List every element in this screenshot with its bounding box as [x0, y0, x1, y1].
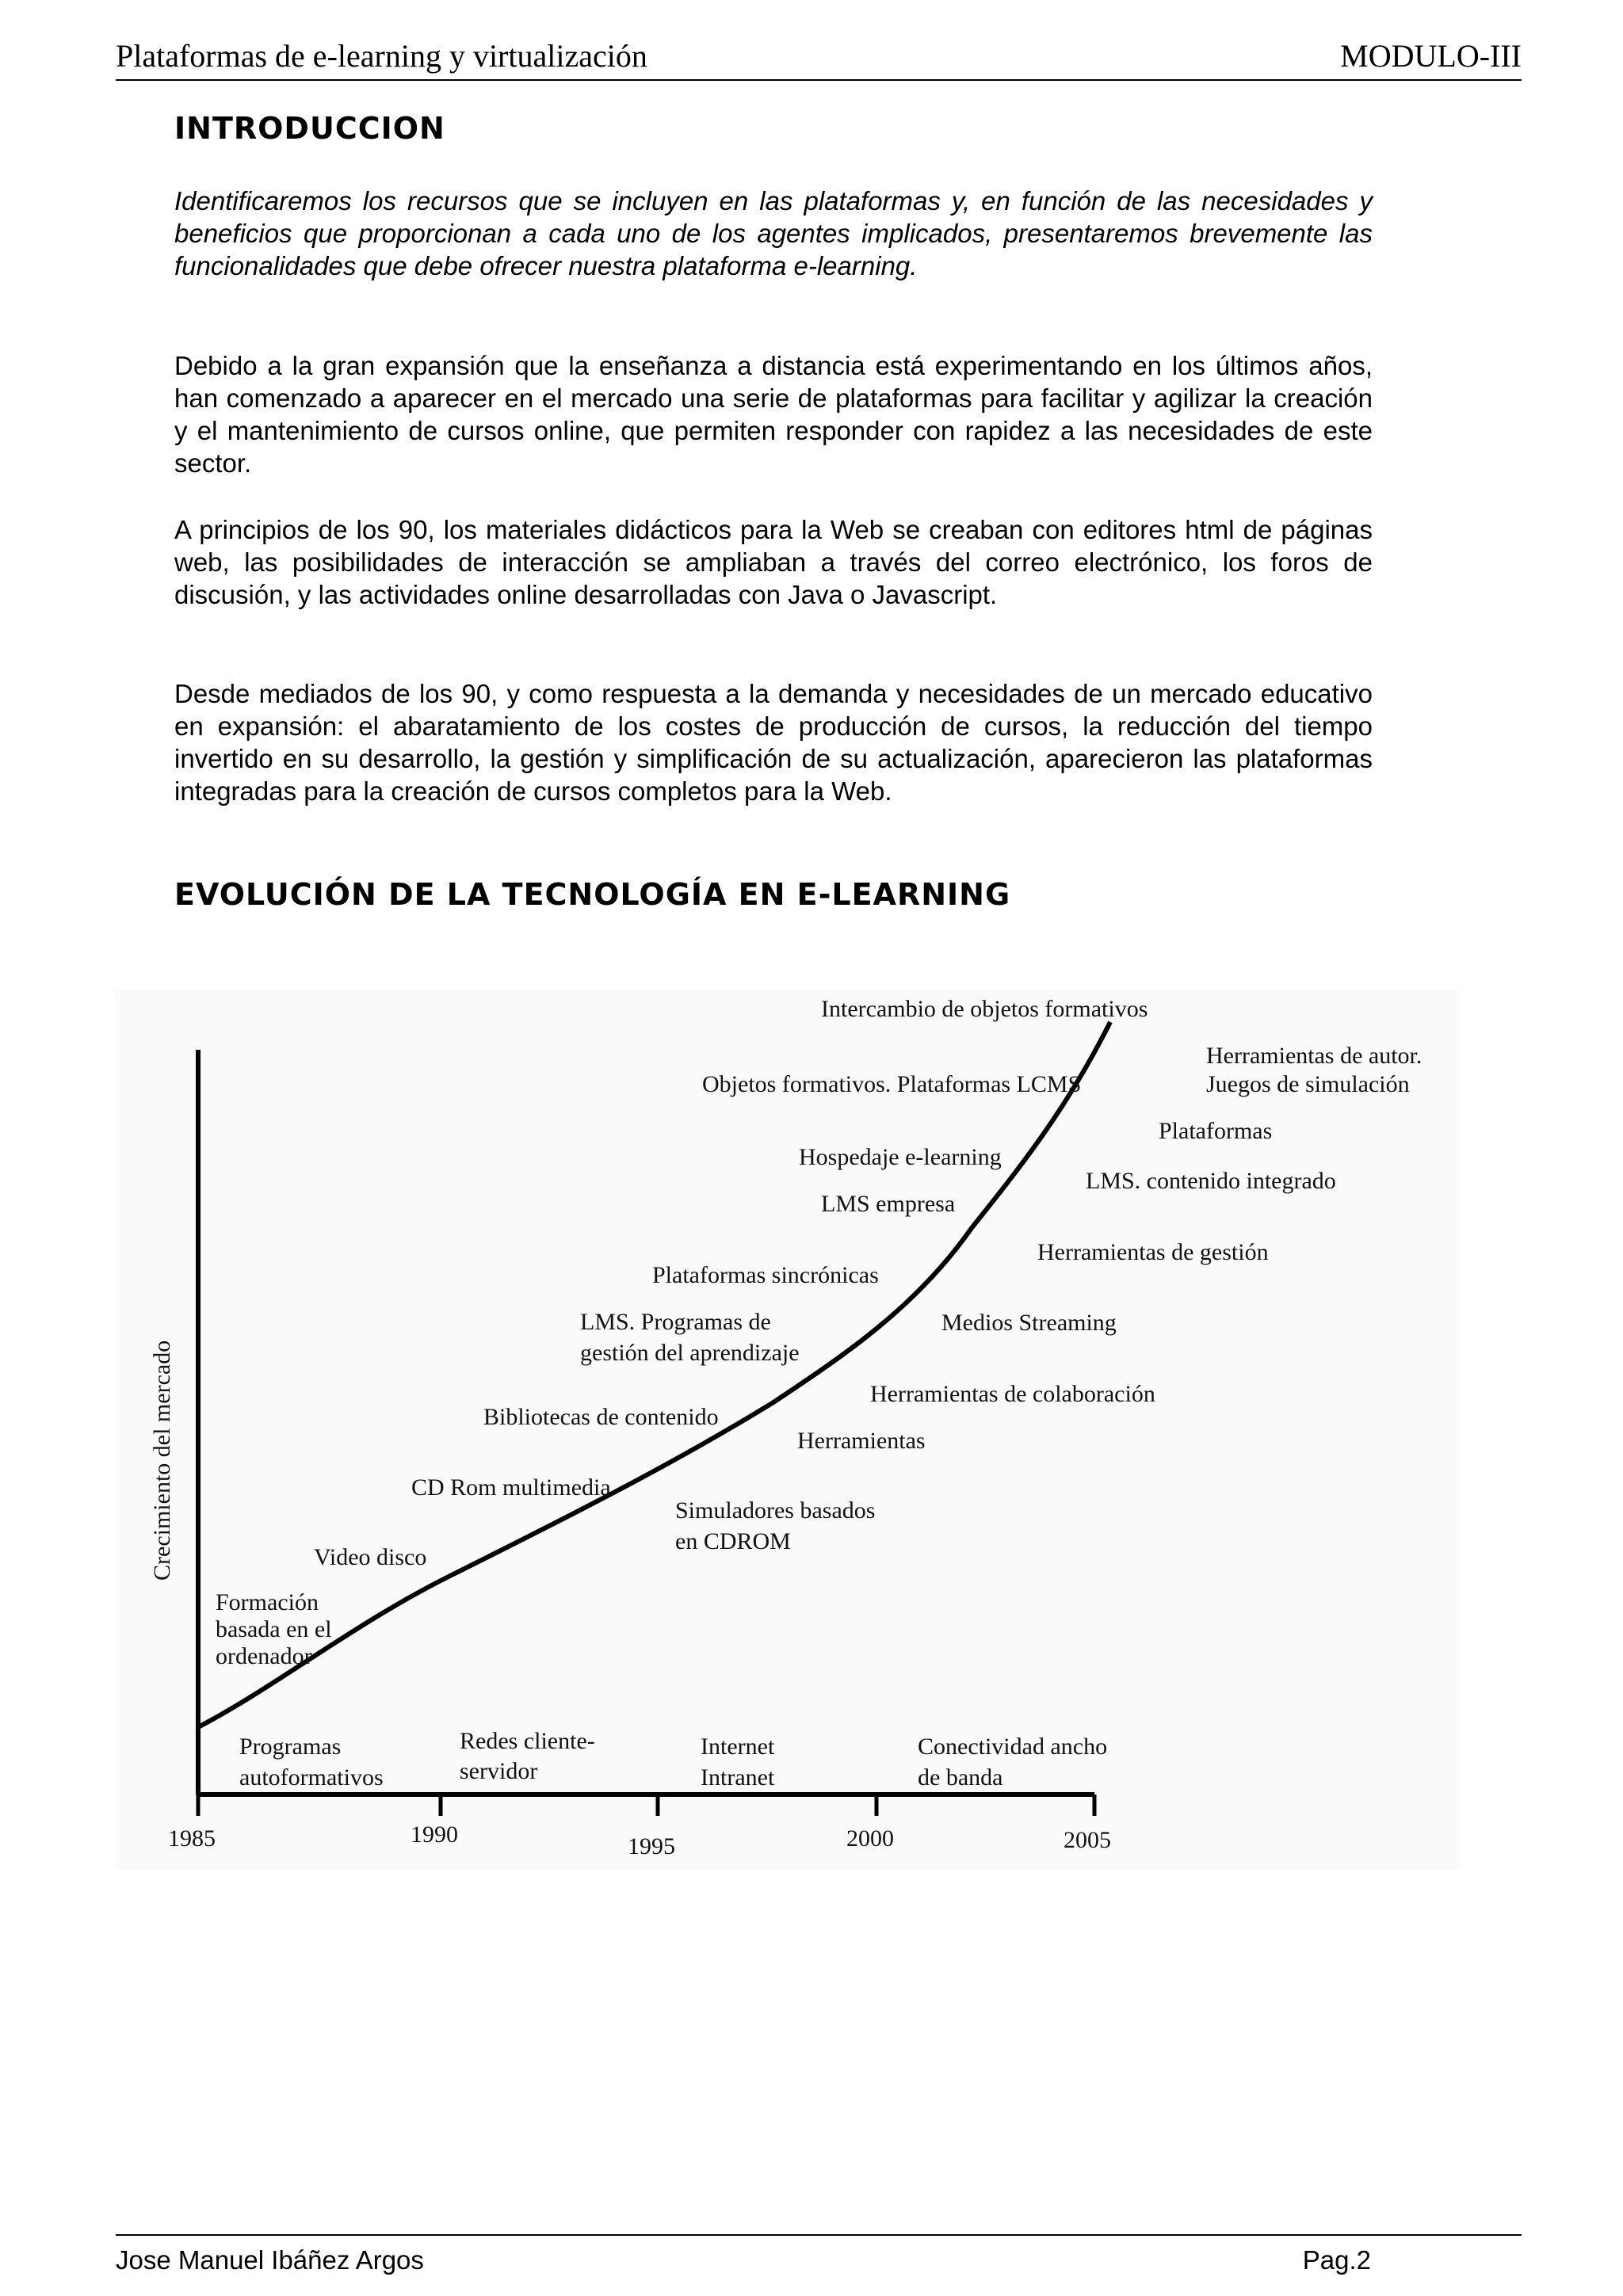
elearning-evolution-figure — [116, 990, 1460, 1870]
milestone-intercambio: Intercambio de objetos formativos — [821, 996, 1148, 1022]
intro-heading: INTRODUCCION — [174, 111, 445, 146]
evolution-diagram — [116, 990, 1460, 1870]
milestone-cdrom: CD Rom multimedia — [411, 1474, 611, 1501]
milestone-sincronicas: Plataformas sincrónicas — [652, 1262, 879, 1288]
milestone-lms-empresa: LMS empresa — [821, 1191, 956, 1217]
year-2000: 2000 — [846, 1825, 894, 1852]
milestone-streaming: Medios Streaming — [941, 1310, 1117, 1336]
era-servidor: servidor — [460, 1758, 538, 1784]
milestone-autor-1: Herramientas de autor. — [1206, 1043, 1423, 1069]
milestone-simuladores-2: en CDROM — [675, 1528, 791, 1554]
milestone-formacion-1: Formación — [216, 1589, 319, 1615]
milestone-video: Video disco — [314, 1544, 427, 1570]
milestone-autor-2: Juegos de simulación — [1206, 1071, 1410, 1097]
milestone-gestion: Herramientas de gestión — [1037, 1239, 1269, 1265]
era-programas: Programas — [239, 1733, 342, 1760]
milestone-lms-programas-1: LMS. Programas de — [580, 1309, 771, 1335]
page-footer — [116, 2234, 1522, 2283]
intro-paragraph-4: Desde mediados de los 90, y como respuesta a la demanda y necesidades de un mercado educativo en expansión: el abaratamiento de los costes de producción de cursos, la reducción del tiempo invertido en su desarrollo, la gestión y simplificación de su actualización, aparecieron las plataformas integradas para la creación de cursos completos para la Web. — [174, 679, 1373, 806]
year-1995: 1995 — [628, 1833, 675, 1859]
section-heading-evolucion: EVOLUCIÓN DE LA TECNOLOGÍA EN E-LEARNING — [174, 877, 1011, 912]
milestone-plataformas: Plataformas — [1159, 1118, 1273, 1144]
milestone-herramientas: Herramientas — [797, 1428, 926, 1454]
growth-curve — [198, 1022, 1110, 1727]
milestone-lms-contenido: LMS. contenido integrado — [1086, 1168, 1336, 1194]
year-1990: 1990 — [411, 1821, 458, 1848]
milestone-hospedaje: Hospedaje e-learning — [799, 1144, 1002, 1170]
milestone-colaboracion: Herramientas de colaboración — [870, 1381, 1155, 1407]
intro-paragraph-3: A principios de los 90, los materiales didácticos para la Web se creaban con editores html de páginas web, las posibilidades de interacción se ampliaban a través del correo electrónico, los foros de discusión, y las actividades online desarrolladas con Java o Javascript. — [174, 515, 1373, 609]
milestone-bibliotecas: Bibliotecas de contenido — [483, 1404, 719, 1430]
milestone-objetos: Objetos formativos. Plataformas LCMS — [702, 1071, 1082, 1097]
intro-paragraph-2: Debido a la gran expansión que la enseñanza a distancia está experimentando en los últimos años, han comenzado a aparecer en el mercado una serie de plataformas para facilitar y agilizar la creación y el mantenimiento de cursos online, que permiten responder con rapidez a las necesidades de este sector. — [174, 351, 1373, 478]
milestone-simuladores-1: Simuladores basados — [675, 1497, 876, 1524]
intro-paragraph-1: Identificaremos los recursos que se incluyen en las plataformas y, en función de las necesidades y beneficios que proporcionan a cada uno de los agentes implicados, presentaremos brevemente las funcionalidades que debe ofrecer nuestra plataforma e-learning. — [174, 186, 1373, 280]
footer-page-number: Pag.2 — [1302, 2245, 1371, 2275]
y-axis-label: Crecimiento del mercado — [149, 1340, 175, 1581]
era-banda: de banda — [918, 1764, 1003, 1791]
document-title: Plataformas de e-learning y virtualización — [116, 38, 647, 74]
milestone-formacion-3: ordenador — [216, 1643, 312, 1669]
footer-author: Jose Manuel Ibáñez Argos — [116, 2245, 424, 2275]
module-label: MODULO-III — [1340, 38, 1522, 74]
era-intranet: Intranet — [701, 1764, 775, 1791]
page-header — [116, 38, 1522, 81]
year-2005: 2005 — [1064, 1827, 1111, 1853]
era-internet: Internet — [701, 1733, 775, 1760]
milestone-lms-programas-2: gestión del aprendizaje — [580, 1340, 800, 1366]
milestone-formacion-2: basada en el — [216, 1616, 332, 1642]
year-1985: 1985 — [168, 1825, 216, 1852]
era-redes: Redes cliente- — [460, 1728, 595, 1754]
era-conectividad: Conectividad ancho — [918, 1733, 1108, 1760]
era-autoformativos: autoformativos — [239, 1764, 384, 1791]
